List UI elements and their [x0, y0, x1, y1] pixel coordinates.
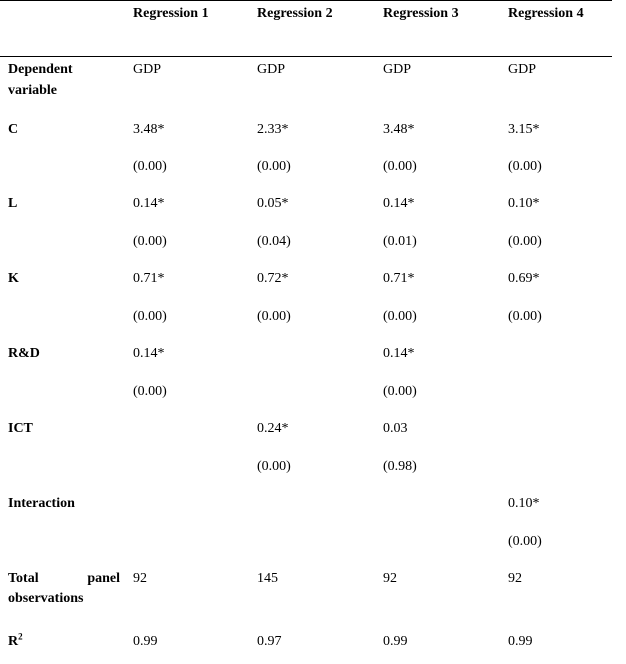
coefficient: 0.72* [257, 271, 289, 286]
p-value: (0.00) [257, 309, 291, 324]
p-value: (0.00) [383, 384, 417, 399]
dependent-value: GDP [383, 62, 412, 77]
r-squared-superscript: 2 [18, 631, 23, 642]
column-header: Regression 2 [257, 6, 333, 21]
coefficient: 0.14* [133, 196, 165, 211]
row-label-l: L [8, 196, 18, 211]
p-value: (0.00) [383, 309, 417, 324]
header-rule [0, 56, 612, 57]
coefficient: 0.14* [133, 346, 165, 361]
p-value: (0.00) [508, 159, 542, 174]
coefficient: 0.71* [133, 271, 165, 286]
r-squared-value: 0.99 [508, 634, 533, 649]
row-label-c: C [8, 122, 19, 137]
p-value: (0.00) [133, 234, 167, 249]
observations-value: 92 [383, 571, 397, 586]
row-label-dependent-line2: variable [8, 83, 57, 98]
r-squared-value: 0.99 [133, 634, 158, 649]
p-value: (0.98) [383, 459, 417, 474]
column-header: Regression 3 [383, 6, 459, 21]
p-value: (0.00) [508, 309, 542, 324]
observations-value: 145 [257, 571, 278, 586]
r-squared-label: R [8, 634, 19, 649]
dependent-value: GDP [133, 62, 162, 77]
coefficient: 3.48* [383, 122, 415, 137]
row-label-k: K [8, 271, 19, 286]
coefficient: 0.10* [508, 496, 540, 511]
p-value: (0.00) [383, 159, 417, 174]
p-value: (0.00) [257, 159, 291, 174]
row-label-observations-line1 [8, 570, 120, 588]
coefficient: 0.10* [508, 196, 540, 211]
p-value: (0.00) [133, 309, 167, 324]
observations-label-word2: panel [87, 571, 120, 586]
coefficient: 3.15* [508, 122, 540, 137]
column-header: Regression 4 [508, 6, 584, 21]
p-value: (0.00) [257, 459, 291, 474]
p-value: (0.00) [133, 159, 167, 174]
observations-label-word1: Total [8, 571, 39, 586]
coefficient: 0.03 [383, 421, 408, 436]
dependent-value: GDP [257, 62, 286, 77]
table-top-rule [0, 0, 612, 1]
row-label-r-squared [8, 633, 23, 651]
coefficient: 3.48* [133, 122, 165, 137]
coefficient: 0.14* [383, 196, 415, 211]
p-value: (0.00) [508, 234, 542, 249]
p-value: (0.00) [133, 384, 167, 399]
row-label-dependent-line1: Dependent [8, 62, 73, 77]
coefficient: 0.71* [383, 271, 415, 286]
observations-value: 92 [508, 571, 522, 586]
row-label-rd: R&D [8, 346, 40, 361]
observations-value: 92 [133, 571, 147, 586]
r-squared-value: 0.97 [257, 634, 282, 649]
coefficient: 2.33* [257, 122, 289, 137]
coefficient: 0.69* [508, 271, 540, 286]
row-label-observations-line2: observations [8, 591, 84, 606]
row-label-interaction: Interaction [8, 496, 75, 511]
p-value: (0.01) [383, 234, 417, 249]
dependent-value: GDP [508, 62, 537, 77]
coefficient: 0.14* [383, 346, 415, 361]
p-value: (0.00) [508, 534, 542, 549]
r-squared-value: 0.99 [383, 634, 408, 649]
p-value: (0.04) [257, 234, 291, 249]
row-label-ict: ICT [8, 421, 33, 436]
coefficient: 0.24* [257, 421, 289, 436]
column-header: Regression 1 [133, 6, 209, 21]
coefficient: 0.05* [257, 196, 289, 211]
